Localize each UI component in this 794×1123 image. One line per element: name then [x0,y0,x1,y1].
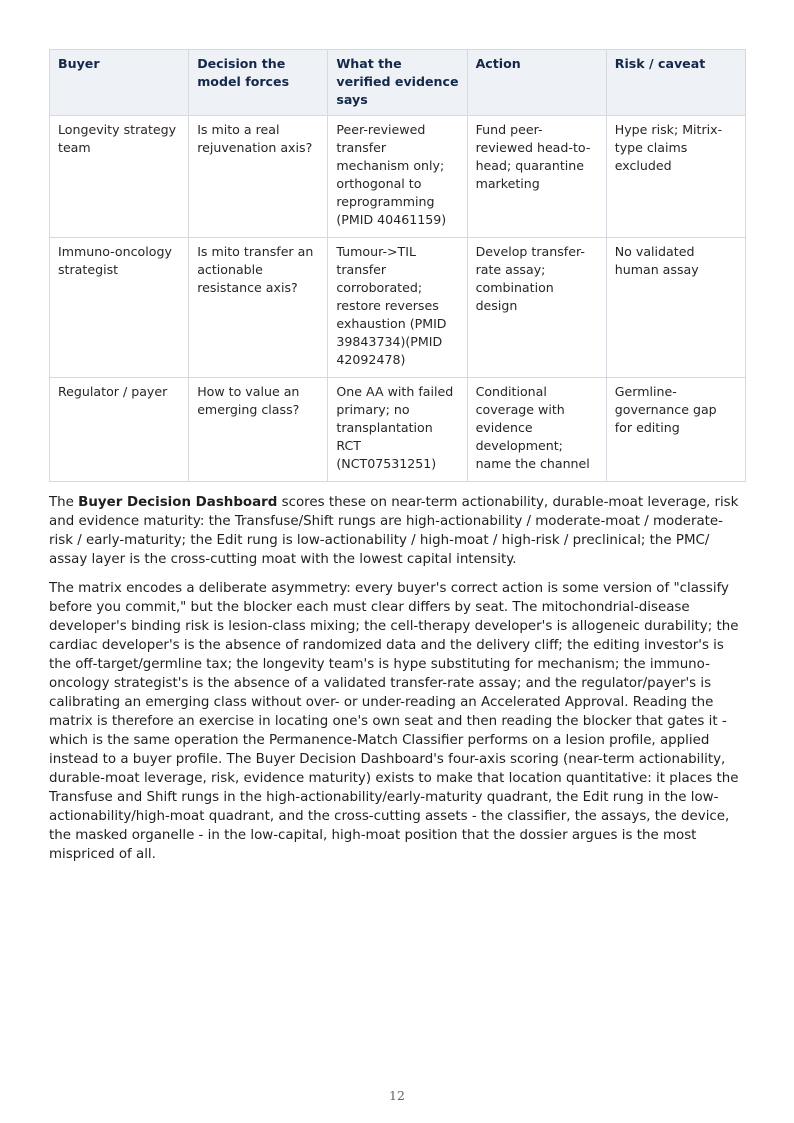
table-cell: Hype risk; Mitrix-type claims excluded [606,116,745,238]
buyer-decision-matrix [49,49,746,482]
column-header-risk: Risk / caveat [606,50,745,116]
table-cell: Fund peer-reviewed head-to-head; quarantine marketing [467,116,606,238]
column-header-buyer: Buyer [50,50,189,116]
column-header-decision: Decision the model forces [189,50,328,116]
table-row [50,116,746,238]
table-cell: Longevity strategy team [50,116,189,238]
table-cell: Germline-governance gap for editing [606,378,745,482]
table-cell: One AA with failed primary; no transplantation RCT (NCT07531251) [328,378,467,482]
column-header-action: Action [467,50,606,116]
dashboard-name-bold: Buyer Decision Dashboard [78,495,278,510]
table-cell: Peer-reviewed transfer mechanism only; orthogonal to reprogramming (PMID 40461159) [328,116,467,238]
table-cell: Conditional coverage with evidence development; name the channel [467,378,606,482]
table-header-row [50,50,746,116]
page-number: 12 [389,1088,405,1103]
table-cell: Develop transfer-rate assay; combination design [467,238,606,378]
column-header-evidence: What the verified evidence says [328,50,467,116]
table-row [50,378,746,482]
table-cell: How to value an emerging class? [189,378,328,482]
table-cell: Immuno-oncology strategist [50,238,189,378]
paragraph-lead-text: The [49,495,79,510]
page-content [49,49,745,864]
matrix-asymmetry-paragraph: The matrix encodes a deliberate asymmetry: every buyer's correct action is some version of "classify before you commit," but the blocker each must clear differs by seat. The mitochondrial-disease developer's binding risk is lesion-class mixing; the cell-therapy developer's is allogeneic durability; the cardiac developer's is the absence of randomized data and the delivery cliff; the editing investor's is the off-target/germline tax; the longevity team's is hype substituting for mechanism; the immuno-oncology strategist's is the absence of a validated transfer-rate assay; and the regulator/payer's is calibrating an emerging class without over- or under-reading an Accelerated Approval. Reading the matrix is therefore an exercise in locating one's own seat and then reading the blocker that gates it - which is the same operation the Permanence-Match Classifier performs on a lesion profile, applied instead to a buyer profile. The Buyer Decision Dashboard's four-axis scoring (near-term actionability, durable-moat leverage, risk, evidence maturity) exists to make that location quantitative: it places the Transfuse and Shift rungs in the high-actionability/early-maturity quadrant, the Edit rung in the low-actionability/high-moat quadrant, and the cross-cutting assets - the classifier, the assays, the device, the masked organelle - in the low-capital, high-moat position that the dossier argues is the most mispriced of all. [49,581,739,862]
table-cell: Tumour->TIL transfer corroborated; restore reverses exhaustion (PMID 39843734)(PMID 42092478) [328,238,467,378]
table-row [50,238,746,378]
table-cell: Is mito a real rejuvenation axis? [189,116,328,238]
table-cell: Is mito transfer an actionable resistance axis? [189,238,328,378]
table-cell: Regulator / payer [50,378,189,482]
table-cell: No validated human assay [606,238,745,378]
paragraph-body-text: scores these on near-term actionability, durable-moat leverage, risk and evidence maturity: the Transfuse/Shift rungs are high-actionability / moderate-moat / moderate-risk / early-maturity; the Edit rung is low-actionability / high-moat / high-risk / preclinical; the PMC/ assay layer is the cross-cutting moat with the lowest capital intensity. [49,495,739,567]
dashboard-summary-paragraph [49,493,745,569]
